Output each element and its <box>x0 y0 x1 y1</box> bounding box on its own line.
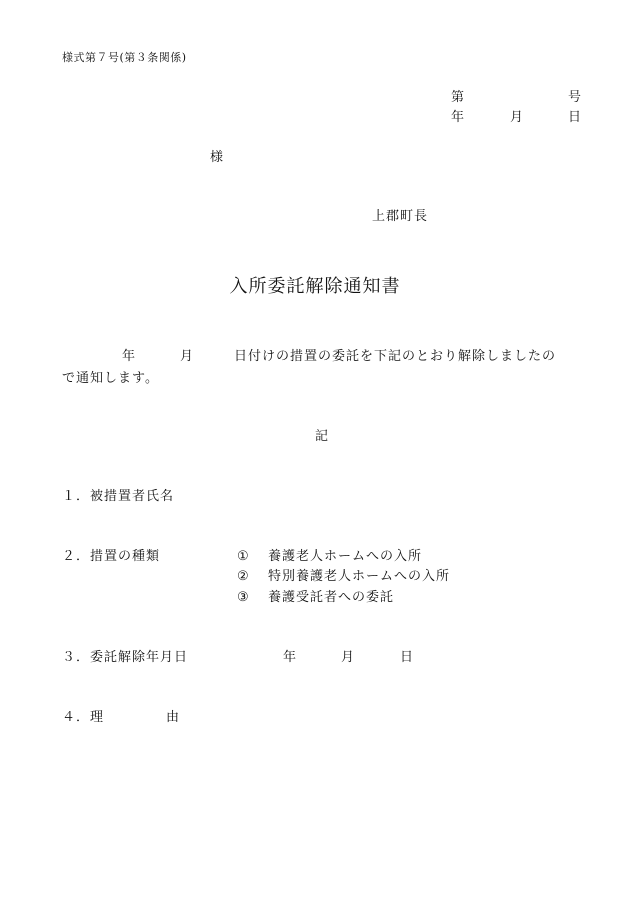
option3-text: 養護受託者への委託 <box>268 590 395 605</box>
header-date-day: 日 <box>568 110 583 125</box>
item3-month: 月 <box>341 650 356 665</box>
form-number: 様式第７号(第３条関係) <box>62 51 187 64</box>
header-date-month: 月 <box>510 110 525 125</box>
addressee-suffix: 様 <box>210 150 225 165</box>
body-text-line2: で通知します。 <box>62 371 159 386</box>
body-month: 月 <box>180 349 195 364</box>
option2-text: 特別養護老人ホームへの入所 <box>268 569 451 584</box>
item3-day: 日 <box>400 650 415 665</box>
body-paragraph <box>62 346 586 390</box>
item3-label: ３．委託解除年月日 <box>62 650 189 665</box>
option1-text: 養護老人ホームへの入所 <box>268 549 423 564</box>
option2-mark: ② <box>237 569 250 584</box>
ki-heading: 記 <box>315 429 330 444</box>
doc-number-suffix: 号 <box>568 90 583 105</box>
body-year: 年 <box>122 349 137 364</box>
item4-label-right: 由 <box>166 710 181 725</box>
document-title: 入所委託解除通知書 <box>229 276 401 297</box>
body-text-line1: 日付けの措置の委託を下記のとおり解除しましたの <box>234 349 557 364</box>
item2-label: ２．措置の種類 <box>62 549 161 564</box>
header-date-year: 年 <box>451 110 466 125</box>
issuer-name: 上郡町長 <box>372 209 429 224</box>
item4-label-left: ４．理 <box>62 710 105 725</box>
item1-label: １．被措置者氏名 <box>62 489 175 504</box>
option3-mark: ③ <box>237 590 250 605</box>
option1-mark: ① <box>237 549 250 564</box>
doc-number-prefix: 第 <box>451 90 466 105</box>
item3-year: 年 <box>283 650 298 665</box>
